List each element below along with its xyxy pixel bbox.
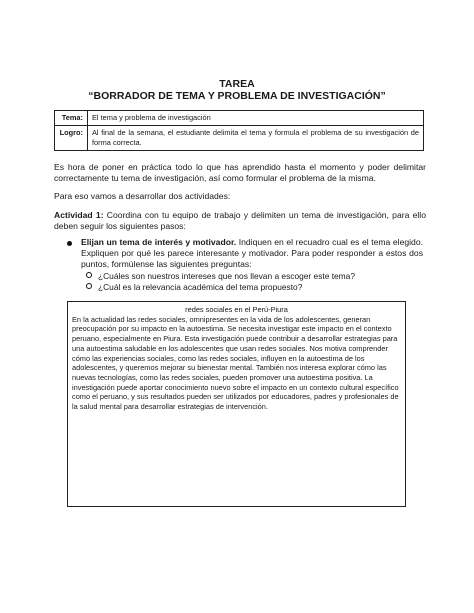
bullet-heading: Elijan un tema de interés y motivador.: [81, 237, 237, 247]
logro-value: Al final de la semana, el estudiante delimita el tema y formula el problema de su investigación de forma correcta.: [88, 126, 424, 151]
activity-1-label: Actividad 1:: [54, 210, 104, 220]
logro-label: Logro:: [55, 126, 88, 151]
answer-box-title: redes sociales en el Perú-Piura: [185, 305, 288, 314]
bullet-item: [67, 237, 423, 270]
question-item: [86, 282, 302, 293]
activity-1-text: Coordina con tu equipo de trabajo y delimiten un tema de investigación, para ello deben seguir los siguientes pasos:: [54, 210, 426, 231]
table-row: [55, 111, 424, 126]
bullet-text: Indiquen en el recuadro cual es el tema elegido. Expliquen por qué les parece interesante y motivador. Para poder responder a estos dos puntos, formúlense las siguientes preguntas:: [81, 237, 423, 269]
document-title: TAREA: [219, 78, 255, 90]
tema-label: Tema:: [55, 111, 88, 126]
circle-bullet-icon: [86, 272, 92, 278]
bullet-dot-icon: [67, 241, 72, 246]
document-subtitle: “BORRADOR DE TEMA Y PROBLEMA DE INVESTIGACIÓN”: [88, 90, 386, 102]
intro-paragraph: Es hora de poner en práctica todo lo que has aprendido hasta el momento y poder delimitar correctamente tu tema de investigación, así como formular el problema de la misma.: [54, 162, 426, 183]
question-text: ¿Cuál es la relevancia académica del tema propuesto?: [98, 282, 303, 292]
activity-1-paragraph: [54, 210, 426, 232]
question-item: [86, 271, 355, 282]
table-row: [55, 126, 424, 151]
info-table: [54, 110, 424, 151]
activities-intro: Para eso vamos a desarrollar dos actividades:: [54, 191, 231, 201]
question-text: ¿Cuáles son nuestros intereses que nos llevan a escoger este tema?: [98, 271, 355, 281]
answer-box[interactable]: [67, 301, 406, 507]
circle-bullet-icon: [86, 283, 92, 289]
answer-box-body: En la actualidad las redes sociales, omnipresentes en la vida de los adolescentes, generan preocupación por su impacto en la autoestima. Se necesita investigar este impacto en el contexto peruano, especialmente en Piura. Esta investigación puede contribuir a desarrollar estrategias para una autoestima saludable en los adolescentes que usan redes sociales. Nos motiva comprender cómo las experiencias sociales, como las redes sociales, influyen en la autoestima de los adolescentes, y queremos mejorar su bienestar mental. También nos interesa explorar cómo las nuevas tecnologías, como las redes sociales, pueden promover una autoestima positiva. La investigación puede aportar conocimiento nuevo sobre el impacto en un contexto cultural específico como el peruano, y sus resultados pueden ser utilizados por educadores, padres y profesionales de la salud mental para desarrollar estrategias de intervención.: [72, 314, 399, 412]
tema-value: El tema y problema de investigación: [88, 111, 424, 126]
